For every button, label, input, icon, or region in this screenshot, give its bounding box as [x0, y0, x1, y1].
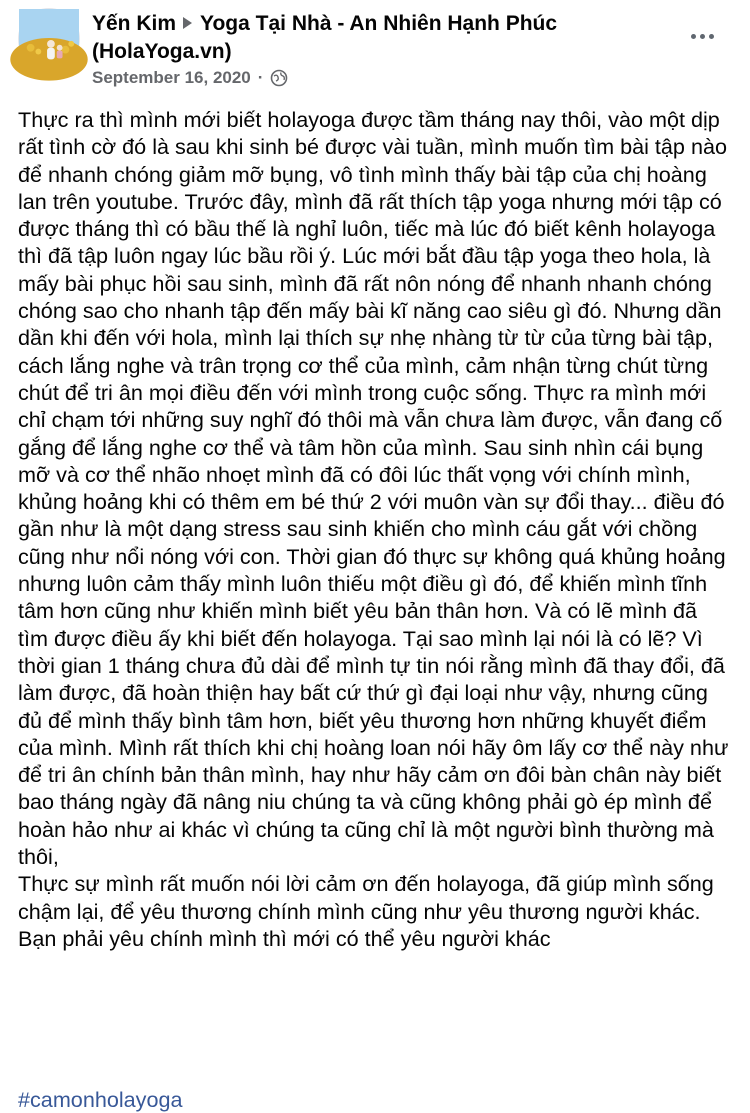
more-options-icon: [709, 34, 714, 39]
post-paragraph: Thực sự mình rất muốn nói lời cảm ơn đến holayoga, đã giúp mình sống chậm lại, để yêu thương chính mình cũng như yêu thương người khác.: [18, 871, 714, 924]
avatar-photo-icon: [19, 9, 79, 69]
more-options-icon: [691, 34, 696, 39]
triangle-right-icon: [180, 15, 194, 31]
post-paragraph: Thực ra thì mình mới biết holayoga được tầm tháng nay thôi, vào một dịp rất tình cờ đó là sau khi sinh bé được vài tuần, mình muốn tìm bài tập nào để nhanh chóng giảm mỡ bụng, vô tình mình thấy bài tập của chị hoàng lan trên youtube. Trước đây, mình đã rất thích tập yoga nhưng mới tập có được tháng thì có bầu thế là nghỉ luôn, tiếc mà lúc đó biết kênh holayoga thì đã tập luôn ngay lúc bầu rồi ý. Lúc mới bắt đầu tập yoga theo hola, là mấy bài phục hồi sau sinh, mình đã rất nôn nóng để nhanh nhanh chóng chóng sao cho nhanh tập đến mấy bài kĩ năng cao siêu gì đó. Nhưng dần dần khi đến với hola, mình lại thích sự nhẹ nhàng từ từ của từng bài tập, cách lắng nghe và trân trọng cơ thể của mình, cảm nhận từng chút từng chút để tri ân mọi điều đến với mình trong cuộc sống. Thực ra mình mới chỉ chạm tới những suy nghĩ đó thôi mà vẫn chưa làm được, vẫn đang cố gắng để lắng nghe cơ thể và tâm hồn của mình. Sau sinh nhìn cái bụng mỡ và cơ thể nhão nhoẹt mình đã có đôi lúc thất vọng với chính mình, khủng hoảng khi có thêm em bé thứ 2 với muôn vàn sự đổi thay... điều đó gần như là một dạng stress sau sinh khiến cho mình cáu gắt với chồng cũng như nổi nóng với con. Thời gian đó thực sự không quá khủng hoảng nhưng luôn cảm thấy mình luôn thiếu một điều gì đó, để khiến mình tĩnh tâm hơn cũng như khiến mình biết yêu bản thân hơn. Và có lẽ mình đã tìm được điều ấy khi biết đến holayoga. Tại sao mình lại nói là có lẽ? Vì thời gian 1 tháng chưa đủ dài để mình tự tin nói rằng mình đã thay đổi, đã làm được, đã hoàn thiện hay bất cứ thứ gì đại loại như vậy, nhưng cũng đủ để mình thấy bình tâm hơn, biết yêu thương hơn những khuyết điểm của mình. Mình rất thích khi chị hoàng loan nói hãy ôm lấy cơ thể này như để tri ân chính bản thân mình, hay như hãy cảm ơn đôi bàn chân này biết bao tháng ngày đã nâng niu chúng ta và cũng không phải gò ép mình để hoàn hảo như ai khác vì chúng ta cũng chỉ là một người bình thường mà thôi,: [18, 107, 729, 870]
globe-icon[interactable]: [270, 69, 288, 87]
more-options-button[interactable]: [684, 24, 720, 48]
author-name[interactable]: Yến Kim: [92, 12, 177, 35]
hashtag-link[interactable]: #camonholayoga: [18, 1087, 183, 1112]
post-date[interactable]: September 16, 2020: [92, 68, 251, 87]
group-name[interactable]: Yoga Tại Nhà - An Nhiên Hạnh Phúc (HolaYoga.vn): [92, 12, 558, 63]
more-options-icon: [700, 34, 705, 39]
post-header: [0, 0, 750, 100]
separator-dot: ·: [257, 68, 264, 87]
author-avatar[interactable]: [18, 8, 80, 70]
post-paragraph: Bạn phải yêu chính mình thì mới có thể yêu người khác: [18, 925, 551, 951]
post-meta: [92, 68, 288, 88]
post-title: [92, 10, 652, 66]
post-body: [18, 106, 730, 952]
